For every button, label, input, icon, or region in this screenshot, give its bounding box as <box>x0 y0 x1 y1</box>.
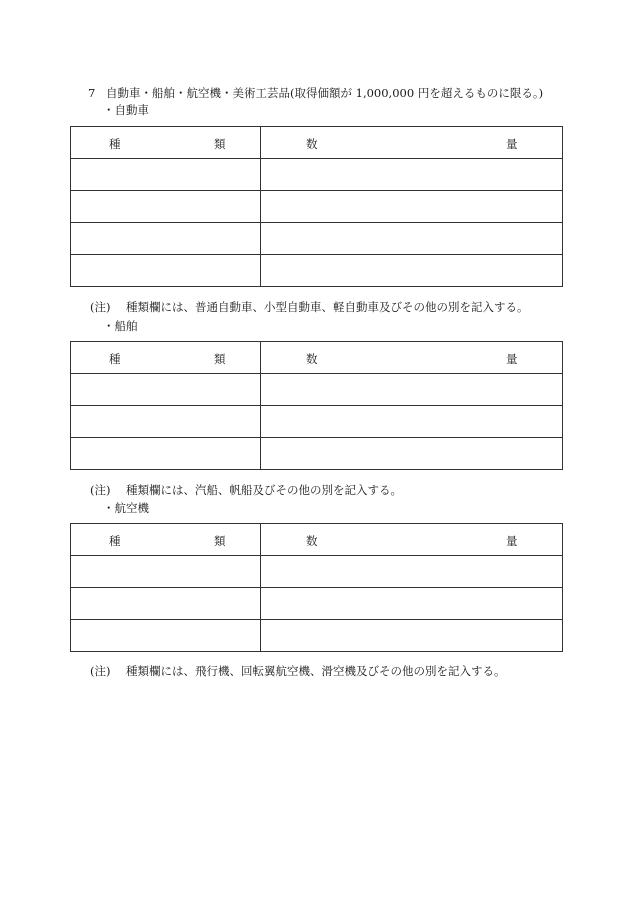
kind-header: 種 類 <box>71 127 261 159</box>
table-header-row <box>71 127 563 159</box>
table-row <box>71 556 563 588</box>
aircraft-table <box>70 523 563 652</box>
quantity-cell[interactable] <box>261 620 563 652</box>
table-header-row <box>71 524 563 556</box>
note-tag: (注) <box>90 300 111 314</box>
table-row <box>71 374 563 406</box>
note-tag: (注) <box>90 664 111 678</box>
table-row <box>71 588 563 620</box>
automobile-label: ・自動車 <box>103 103 149 117</box>
quantity-header: 数 量 <box>261 342 563 374</box>
aircraft-label: ・航空機 <box>103 501 149 515</box>
kind-header: 種 類 <box>71 342 261 374</box>
kind-cell[interactable] <box>71 223 261 255</box>
section-heading <box>88 86 543 100</box>
aircraft-note <box>90 664 506 678</box>
quantity-cell[interactable] <box>261 191 563 223</box>
automobile-note <box>90 300 529 314</box>
section-number: 7 <box>88 86 96 100</box>
kind-cell[interactable] <box>71 374 261 406</box>
ship-table <box>70 341 563 470</box>
table-row <box>71 438 563 470</box>
quantity-cell[interactable] <box>261 438 563 470</box>
quantity-cell[interactable] <box>261 406 563 438</box>
kind-cell[interactable] <box>71 255 261 287</box>
ship-note <box>90 483 402 497</box>
quantity-header: 数 量 <box>261 524 563 556</box>
note-text: 種類欄には、普通自動車、小型自動車、軽自動車及びその他の別を記入する。 <box>126 300 529 314</box>
kind-cell[interactable] <box>71 620 261 652</box>
note-text: 種類欄には、飛行機、回転翼航空機、滑空機及びその他の別を記入する。 <box>126 664 506 678</box>
quantity-cell[interactable] <box>261 556 563 588</box>
quantity-cell[interactable] <box>261 159 563 191</box>
quantity-cell[interactable] <box>261 223 563 255</box>
kind-cell[interactable] <box>71 588 261 620</box>
table-row <box>71 620 563 652</box>
quantity-cell[interactable] <box>261 255 563 287</box>
table-row <box>71 406 563 438</box>
note-text: 種類欄には、汽船、帆船及びその他の別を記入する。 <box>126 483 402 497</box>
kind-cell[interactable] <box>71 406 261 438</box>
ship-label: ・船舶 <box>103 319 138 333</box>
kind-cell[interactable] <box>71 191 261 223</box>
kind-header: 種 類 <box>71 524 261 556</box>
table-header-row <box>71 342 563 374</box>
kind-cell[interactable] <box>71 438 261 470</box>
automobile-table <box>70 126 563 287</box>
quantity-cell[interactable] <box>261 588 563 620</box>
kind-cell[interactable] <box>71 159 261 191</box>
table-row <box>71 159 563 191</box>
kind-cell[interactable] <box>71 556 261 588</box>
table-row <box>71 223 563 255</box>
table-row <box>71 191 563 223</box>
section-title: 自動車・船舶・航空機・美術工芸品(取得価額が 1,000,000 円を超えるものに限る。) <box>106 86 544 100</box>
table-row <box>71 255 563 287</box>
quantity-cell[interactable] <box>261 374 563 406</box>
quantity-header: 数 量 <box>261 127 563 159</box>
note-tag: (注) <box>90 483 111 497</box>
